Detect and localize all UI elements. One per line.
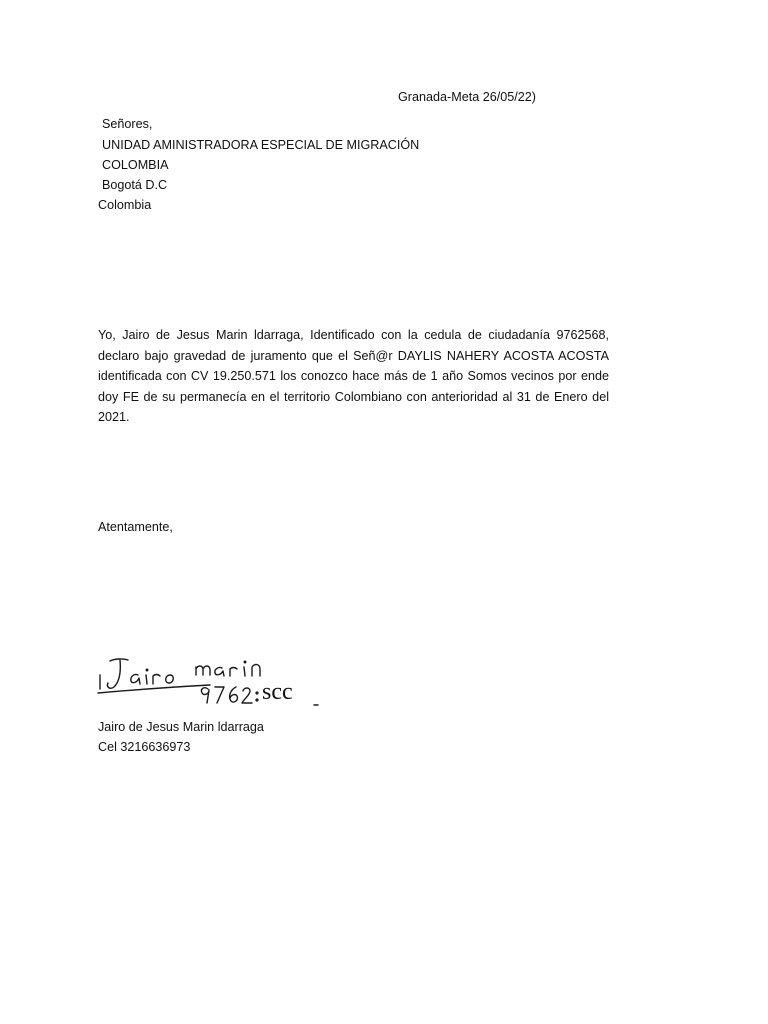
signature-drawing bbox=[92, 645, 332, 715]
closing: Atentamente, bbox=[98, 520, 173, 534]
handwritten-signature bbox=[92, 645, 332, 715]
recipient-entity: UNIDAD AMINISTRADORA ESPECIAL DE MIGRACIÓN bbox=[102, 138, 420, 152]
recipient-country-upper: COLOMBIA bbox=[102, 158, 169, 172]
recipient-country: Colombia bbox=[98, 198, 152, 212]
signer-name: Jairo de Jesus Marin ldarraga bbox=[98, 720, 264, 734]
declaration-body: Yo, Jairo de Jesus Marin ldarraga, Identificado con la cedula de ciudadanía 9762568, declaro bajo gravedad de juramento que el Señ@r DAYLIS NAHERY ACOSTA ACOSTA identificada con CV 19.250.571 los conozco hace más de 1 año Somos vecinos por ende doy FE de su permanecía en el territorio Colombiano con anterioridad al 31 de Enero del 2021. bbox=[98, 328, 609, 424]
signature-scc: scc bbox=[262, 679, 293, 705]
recipient-salutation: Señores, bbox=[102, 117, 153, 131]
place-date: Granada-Meta 26/05/22) bbox=[398, 90, 536, 104]
signer-phone: Cel 3216636973 bbox=[98, 740, 191, 754]
recipient-city: Bogotá D.C bbox=[102, 178, 168, 192]
